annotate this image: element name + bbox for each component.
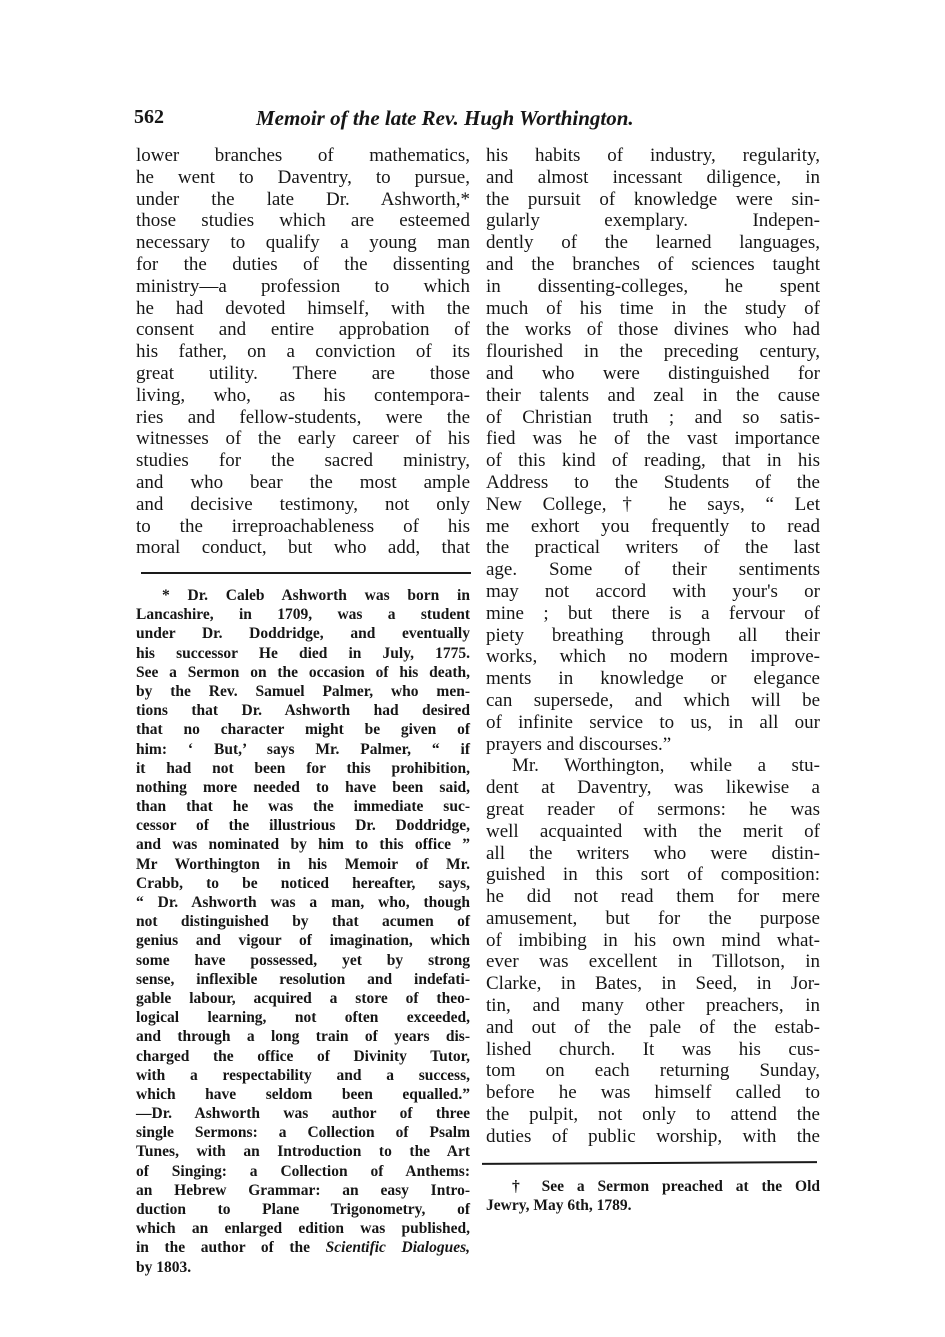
text-line: he went to Daventry, to pursue,	[136, 166, 470, 188]
text-line: and the branches of sciences taught	[486, 253, 820, 275]
footnote-line: See a Sermon on the occasion of his death,	[136, 663, 470, 681]
footnote-rule-left	[141, 572, 471, 574]
footnote-line	[136, 1238, 470, 1257]
text-line: Address to the Students of the	[486, 471, 820, 493]
text-line: and who were distinguished for	[486, 362, 820, 384]
text-line: under the late Dr. Ashworth,*	[136, 188, 470, 210]
text-line: ries and fellow-students, were the	[136, 406, 470, 428]
footnote-line: genius and vigour of imagination, which	[136, 932, 470, 950]
page-number: 562	[134, 106, 164, 128]
text-line: witnesses of the early career of his	[136, 428, 470, 450]
footnote-line: not distinguished by that acumen of	[136, 913, 470, 931]
text-line: in dissenting-colleges, he spent	[486, 275, 820, 297]
footnote-line: duction to Plane Trigonometry, of	[136, 1201, 470, 1218]
text-line: the works of those divines who had	[486, 319, 820, 341]
text-line: and who bear the most ample	[136, 471, 470, 493]
text-line: flourished in the preceding century,	[486, 341, 820, 363]
text-line: tin, and many other preachers, in	[486, 995, 820, 1017]
text-line: New College,† he says, “ Let	[486, 493, 820, 515]
text-line: guished in this sort of composition:	[486, 864, 820, 886]
footnote-line: that no character might be given of	[136, 721, 470, 739]
footnote-line: which an enlarged edition was published,	[136, 1220, 470, 1238]
footnote-ashworth	[136, 586, 470, 1277]
footnote-line: Jewry, May 6th, 1789.	[486, 1197, 632, 1215]
text-line: dent at Daventry, was likewise a	[486, 777, 820, 799]
footnote-line: charged the office of Divinity Tutor,	[136, 1047, 470, 1065]
text-line: works, which no modern improve-	[486, 646, 820, 668]
footnote-line: some have possessed, yet by strong	[136, 951, 470, 969]
text-line: fied was he of the vast importance	[486, 428, 820, 450]
text-line: the pursuit of knowledge were sin-	[486, 188, 820, 210]
text-line: Clarke, in Bates, in Seed, in Jor-	[486, 973, 820, 995]
text-line: the pulpit, not only to attend the	[486, 1104, 820, 1126]
text-line: ministry—a profession to which	[136, 275, 470, 297]
footnote-line: him: ‘ But,’ says Mr. Palmer, “ if	[136, 740, 470, 758]
text-line: to the irreproachableness of his	[136, 515, 470, 537]
footnote-line: sense, inflexible resolution and indefati-	[136, 970, 470, 988]
footnote-line: his successor He died in July, 1775.	[136, 644, 470, 662]
text-line: consent and entire approbation of	[136, 319, 470, 341]
footnote-line: Mr Worthington in his Memoir of Mr.	[136, 855, 470, 873]
footnote-text: in the author of the	[136, 1239, 326, 1257]
footnote-line: and through a long train of years dis-	[136, 1028, 470, 1046]
text-line: piety breathing through all their	[486, 624, 820, 646]
text-line: living, who, as his contempora-	[136, 384, 470, 406]
footnote-line: logical learning, not often exceeded,	[136, 1009, 470, 1027]
text-line: and decisive testimony, not only	[136, 493, 470, 515]
text-line: before he was himself called to	[486, 1082, 820, 1104]
footnote-line: cessor of the illustrious Dr. Doddridge,	[136, 817, 470, 835]
text-line: can supersede, and which will be	[486, 689, 820, 711]
footnote-line: it had not been for this prohibition,	[136, 759, 470, 777]
text-line: moral conduct, but who add, that	[136, 537, 470, 559]
text-line: age. Some of their sentiments	[486, 559, 820, 581]
text-line: dently of the learned languages,	[486, 232, 820, 254]
text-line: ever was excellent in Tillotson, in	[486, 951, 820, 973]
text-line: tom on each returning Sunday,	[486, 1060, 820, 1082]
text-line: great reader of sermons: he was	[486, 798, 820, 820]
text-line: their talents and zeal in the cause	[486, 384, 820, 406]
text-line: of imbibing in his own mind what-	[486, 929, 820, 951]
footnote-line: Crabb, to be noticed hereafter, says,	[136, 874, 470, 892]
footnote-line: tions that Dr. Ashworth had desired	[136, 702, 470, 720]
text-line: mine ; but there is a fervour of	[486, 602, 820, 624]
footnote-line: “ Dr. Ashworth was a man, who, though	[136, 894, 470, 911]
text-line: much of his time in the study of	[486, 297, 820, 319]
text-line: and almost incessant diligence, in	[486, 166, 820, 188]
footnote-line: an Hebrew Grammar: an easy Intro-	[136, 1181, 470, 1199]
footnote-line: single Sermons: a Collection of Psalm	[136, 1124, 470, 1142]
text-line: his father, on a conviction of its	[136, 341, 470, 363]
footnote-line: which have seldom been equalled.”	[136, 1085, 470, 1103]
running-title: Memoir of the late Rev. Hugh Worthington.	[256, 106, 634, 130]
footnote-line: Tunes, with an Introduction to the Art	[136, 1143, 470, 1161]
footnote-line: gable labour, acquired a store of theo-	[136, 989, 470, 1007]
footnote-line: by 1803.	[136, 1258, 192, 1276]
footnote-line: † See a Sermon preached at the Old	[512, 1178, 820, 1195]
running-head	[134, 106, 824, 136]
text-line: Mr. Worthington, while a stu-	[512, 755, 820, 777]
footnote-line: nothing more needed to have been said,	[136, 778, 470, 796]
text-line: me exhort you frequently to read	[486, 515, 820, 537]
text-line: he had devoted himself, with the	[136, 297, 470, 319]
text-line: may not accord with your's or	[486, 580, 820, 602]
text-line: lished church. It was his cus-	[486, 1038, 820, 1060]
text-line: lower branches of mathematics,	[136, 145, 470, 166]
left-column-text	[136, 145, 470, 559]
text-line: he did not read them for mere	[486, 886, 820, 908]
footnote-line: with a respectability and a success,	[136, 1066, 470, 1084]
text-line: of Christian truth ; and so satis-	[486, 406, 820, 428]
footnote-line: Lancashire, in 1709, was a student	[136, 606, 470, 624]
text-line: all the writers who were distin-	[486, 842, 820, 864]
text-line: amusement, but for the purpose	[486, 907, 820, 929]
text-line: gularly exemplary. Indepen-	[486, 210, 820, 232]
text-line: great utility. There are those	[136, 362, 470, 384]
text-line: of this kind of reading, that in his	[486, 450, 820, 472]
text-line: ments in knowledge or elegance	[486, 668, 820, 690]
text-line: studies for the sacred ministry,	[136, 450, 470, 472]
footnote-line: —Dr. Ashworth was author of three	[136, 1105, 470, 1123]
text-line: for the duties of the dissenting	[136, 253, 470, 275]
text-line: necessary to qualify a young man	[136, 232, 470, 254]
footnote-line: by the Rev. Samuel Palmer, who men-	[136, 682, 470, 700]
footnote-line: of Singing: a Collection of Anthems:	[136, 1162, 470, 1180]
text-line: of infinite service to us, in all our	[486, 711, 820, 733]
footnote-line: than that he was the immediate suc-	[136, 798, 470, 816]
footnote-line: under Dr. Doddridge, and eventually	[136, 625, 470, 643]
footnote-sermon	[486, 1177, 820, 1215]
text-line: those studies which are esteemed	[136, 210, 470, 232]
right-column-text	[486, 145, 820, 1148]
text-line: prayers and discourses.”	[486, 733, 672, 755]
text-line: his habits of industry, regularity,	[486, 145, 820, 166]
text-line: and out of the pale of the estab-	[486, 1016, 820, 1038]
footnote-line: and was nominated by him to this office ”	[136, 836, 470, 854]
footnote-line: * Dr. Caleb Ashworth was born in	[162, 587, 470, 604]
book-title-italic: Scientific Dialogues,	[325, 1239, 471, 1257]
text-line: well acquainted with the merit of	[486, 820, 820, 842]
text-line: duties of public worship, with the	[486, 1125, 820, 1147]
footnote-rule-right	[482, 1161, 817, 1165]
text-line: the practical writers of the last	[486, 537, 820, 559]
